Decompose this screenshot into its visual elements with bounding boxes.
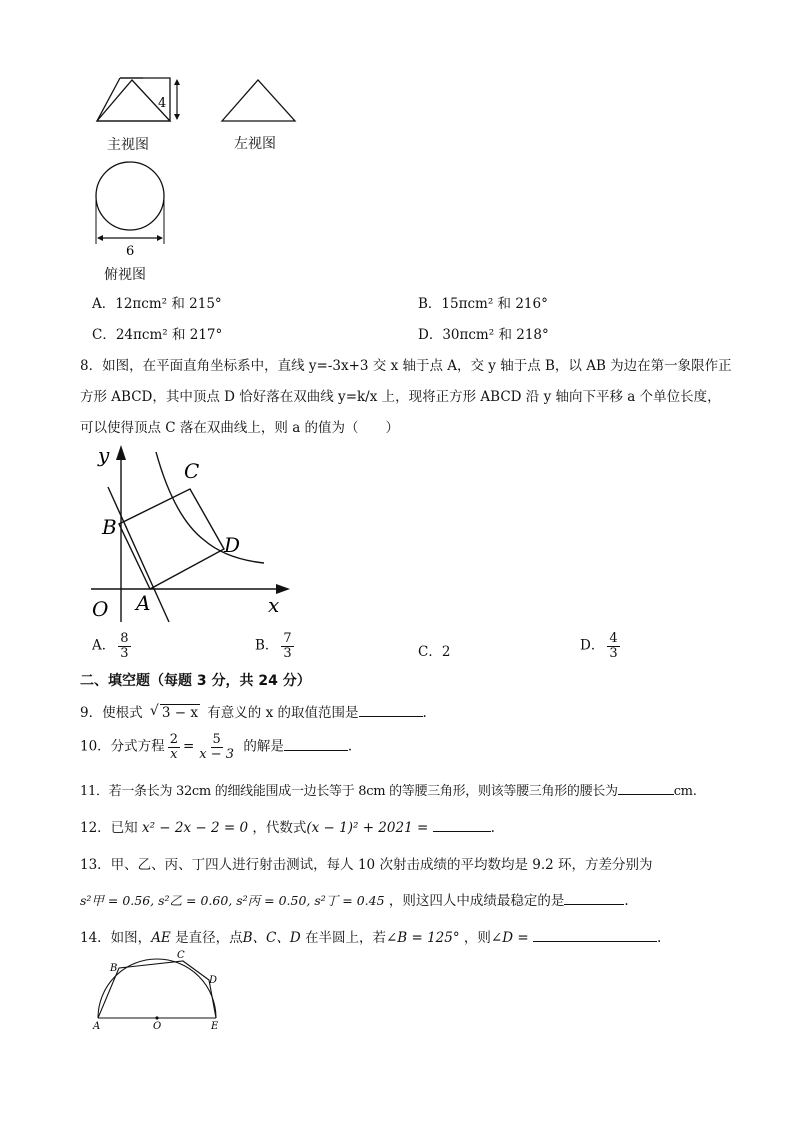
q13-line1: 13．甲、乙、丙、丁四人进行射击测试，每人 10 次射击成绩的平均数均是 9.2 环，方差分别为	[80, 857, 653, 873]
q8-coordinate-figure	[86, 442, 296, 627]
q8-text-line3: 可以使得顶点 C 落在双曲线上，则 a 的值为（ ）	[80, 420, 400, 436]
fraction-numerator: 7	[283, 631, 292, 646]
q14-line	[80, 926, 661, 946]
fraction-denominator: x	[170, 746, 178, 762]
q10-prefix: 10．分式方程	[80, 738, 165, 755]
q10-fraction-left	[168, 733, 180, 761]
fraction-denominator: 3	[609, 645, 618, 661]
q14-point-c-label: C	[177, 950, 185, 961]
fraction-numerator: 2	[169, 732, 178, 747]
q8-choice-d[interactable]	[580, 632, 623, 660]
q10-fraction-right	[197, 733, 236, 761]
q8-choice-a-fraction	[118, 632, 130, 660]
fraction-numerator: 5	[212, 732, 221, 747]
top-view-label: 俯视图	[104, 267, 146, 283]
section-heading-fill-blank: 二、填空题（每题 3 分，共 24 分）	[80, 673, 311, 689]
q9-prefix: 9．使根式	[80, 705, 143, 721]
q12-line	[80, 816, 495, 836]
q14-prefix: 14．如图，	[80, 930, 152, 946]
q9-suffix: 有意义的 x 的取值范围是	[207, 705, 359, 721]
q8-choice-a[interactable]	[92, 632, 134, 660]
q13-answer-blank[interactable]	[564, 890, 624, 905]
q8-point-a-label: A	[136, 591, 151, 615]
q8-axis-x-label: x	[268, 593, 280, 617]
q8-axis-y-label: y	[98, 443, 110, 467]
q8-point-b-label: B	[102, 515, 117, 539]
front-view-dimension: 4	[158, 96, 167, 111]
left-view-figure	[218, 76, 300, 126]
q14-point-e-label: E	[211, 1021, 219, 1032]
fraction-denominator: x − 3	[199, 746, 235, 762]
q12-mid: ，代数式	[252, 820, 307, 836]
q8-point-d-label: D	[224, 533, 241, 557]
q11-text: 11．若一条长为 32cm 的细线能围成一边长等于 8cm 的等腰三角形，则该等腰三角形的腰长为	[80, 784, 618, 799]
q14-end: .	[656, 930, 662, 946]
front-view-label: 主视图	[107, 137, 149, 153]
q8-origin-label: O	[92, 597, 109, 621]
q8-choice-d-fraction	[607, 632, 619, 660]
q9-line	[80, 701, 427, 721]
q7-choice-c[interactable]: C．24πcm² 和 217°	[92, 327, 223, 343]
q8-choice-b-fraction	[281, 632, 293, 660]
q14-mid1: 是直径，点	[175, 930, 243, 946]
q14-point-a-label: A	[93, 1021, 101, 1032]
q14-angle-d: ∠D =	[490, 930, 529, 946]
q8-text-line1: 8．如图，在平面直角坐标系中，直线 y=-3x+3 交 x 轴于点 A，交 y 轴于点 B，以 AB 为边在第一象限作正	[80, 358, 732, 374]
fraction-denominator: 3	[120, 645, 129, 661]
q13-end: .	[624, 893, 629, 909]
q14-points: B、C、D	[242, 930, 301, 946]
q14-point-d-label: D	[209, 975, 218, 986]
q8-choice-b[interactable]	[255, 632, 297, 660]
radical-sign-icon: √	[149, 703, 159, 719]
q12-end: .	[490, 820, 495, 836]
q14-point-b-label: B	[110, 963, 118, 974]
fraction-numerator: 8	[120, 631, 129, 646]
q8-choice-c[interactable]: C．2	[418, 644, 451, 660]
front-view-figure	[92, 76, 192, 126]
q7-choice-d[interactable]: D．30πcm² 和 218°	[418, 327, 549, 343]
fraction-denominator: 3	[283, 645, 292, 661]
q9-end: .	[422, 705, 427, 721]
q8-choice-a-label: A．	[92, 637, 116, 654]
q12-equation: x² − 2x − 2 = 0	[141, 820, 249, 836]
q10-end: .	[347, 738, 353, 755]
q8-choice-d-label: D．	[580, 637, 605, 654]
q14-angle-b: ∠B = 125°	[385, 930, 460, 946]
q11-answer-blank[interactable]	[618, 780, 674, 795]
q11-line	[80, 780, 697, 799]
q7-choice-b[interactable]: B．15πcm² 和 216°	[418, 296, 548, 312]
q12-expression: (x − 1)² + 2021 =	[306, 820, 429, 836]
q7-choice-a[interactable]: A．12πcm² 和 215°	[92, 296, 222, 312]
q10-line	[80, 733, 352, 761]
q14-mid2: 在半圆上，若	[304, 930, 386, 946]
q12-answer-blank[interactable]	[433, 817, 491, 832]
q8-text-line2: 方形 ABCD，其中顶点 D 恰好落在双曲线 y=k/x 上，现将正方形 ABCD 沿 y 轴向下平移 a 个单位长度，	[80, 389, 721, 405]
q14-semicircle-figure	[90, 947, 230, 1033]
q13-suffix: ，则这四人中成绩最稳定的是	[388, 893, 565, 909]
q14-point-o-label: O	[153, 1021, 162, 1032]
q14-mid3: ，则	[463, 930, 491, 946]
q10-answer-blank[interactable]	[284, 736, 348, 751]
q10-suffix: 的解是	[243, 738, 284, 755]
q13-variances: s²甲 = 0.56, s²乙 = 0.60, s²丙 = 0.50, s²丁 = 0.45	[80, 893, 385, 908]
q9-radical	[150, 705, 200, 721]
q12-prefix: 12．已知	[80, 820, 138, 836]
q13-line2	[80, 889, 629, 909]
q8-choice-b-label: B．	[255, 637, 279, 654]
q14-diameter: AE	[151, 930, 171, 946]
fraction-numerator: 4	[609, 631, 618, 646]
q9-radicand: 3 − x	[161, 705, 198, 721]
q14-answer-blank[interactable]	[533, 927, 657, 942]
top-view-dimension: 6	[126, 244, 135, 258]
q11-end: cm.	[673, 784, 697, 799]
q8-point-c-label: C	[184, 459, 200, 483]
left-view-label: 左视图	[234, 136, 276, 152]
q9-answer-blank[interactable]	[359, 702, 423, 717]
top-view-figure	[88, 158, 178, 258]
q10-equals: =	[182, 738, 195, 755]
